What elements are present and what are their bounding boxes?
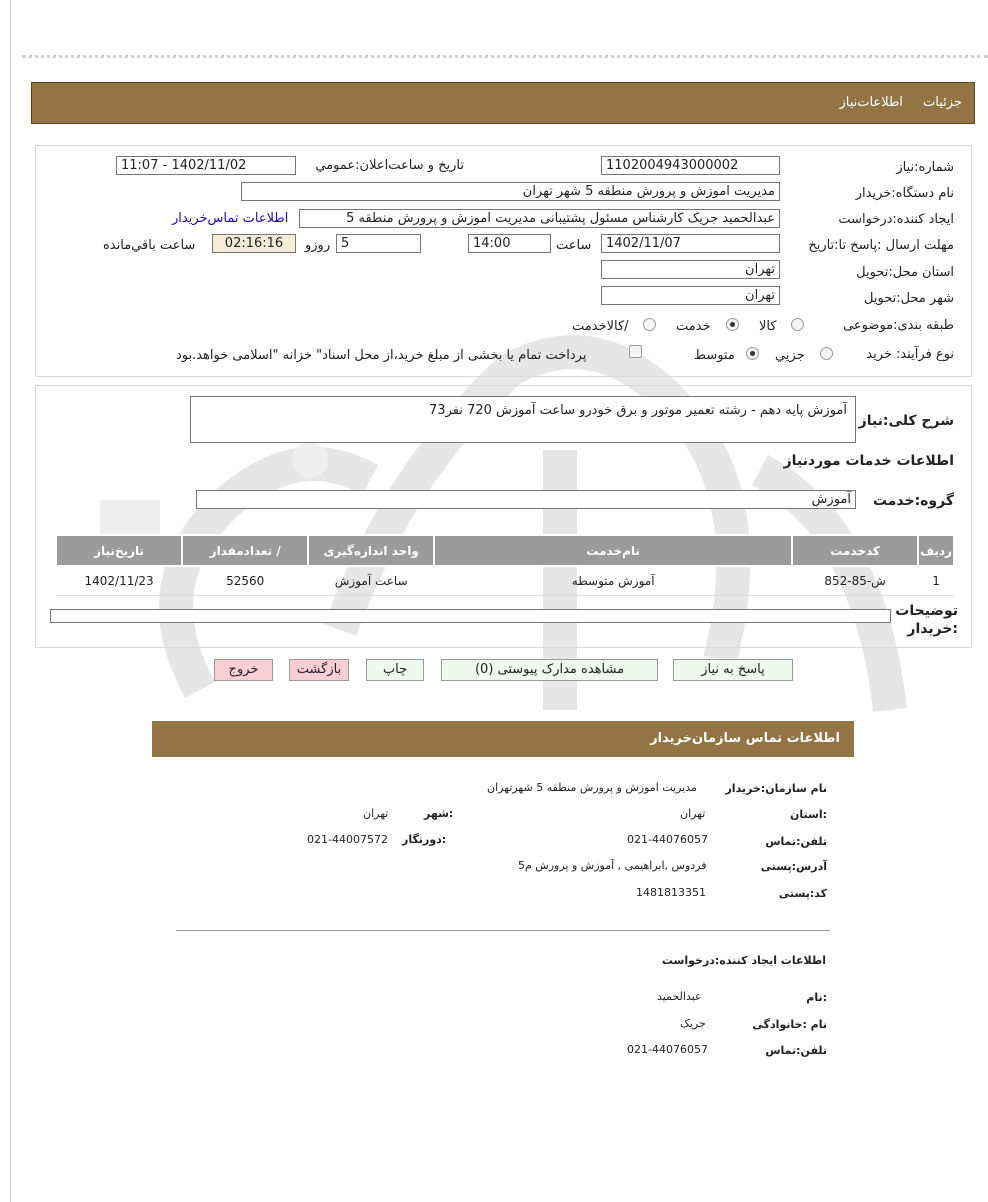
need-info-panel xyxy=(35,145,972,377)
province-field: تهران xyxy=(601,260,780,279)
cell-need-date: 1402/11/23 xyxy=(56,566,182,596)
process-medium-radio[interactable] xyxy=(746,347,759,360)
creator-name-label: :نام xyxy=(806,991,827,1004)
category-service-radio[interactable] xyxy=(726,318,739,331)
days-label: روزو xyxy=(305,238,331,253)
contact-divider xyxy=(176,930,830,931)
attachments-button[interactable]: مشاهده مدارک پیوستی (0) xyxy=(441,659,658,681)
reply-button[interactable]: پاسخ به نیاز xyxy=(673,659,793,681)
buyer-notes-field xyxy=(50,609,891,623)
service-group-field: آموزش xyxy=(196,490,856,509)
creator-family-value: جریک xyxy=(680,1017,706,1030)
category-label: طبقه بندی:موضوعی xyxy=(843,318,954,333)
services-title: اطلاعات خدمات موردنیاز xyxy=(783,453,954,469)
col-quantity: / تعدادمقدار xyxy=(182,535,308,566)
org-name-label: نام سازمان:خریدار xyxy=(725,782,827,795)
announce-date-field: 1402/11/02 - 11:07 xyxy=(116,156,296,175)
need-number-field: 1102004943000002 xyxy=(601,156,780,175)
page-header-bar xyxy=(31,82,975,124)
fax-label: :دورنگار xyxy=(402,833,447,846)
category-goods-service-radio[interactable] xyxy=(643,318,656,331)
category-goods-label: کالا xyxy=(759,319,777,334)
services-table xyxy=(55,534,955,596)
cell-row: 1 xyxy=(918,566,954,596)
process-medium-label: متوسط xyxy=(694,348,735,363)
service-group-label: گروه:خدمت xyxy=(872,493,954,509)
treasury-payment-checkbox[interactable] xyxy=(629,345,642,358)
deadline-hour-field: 14:00 xyxy=(468,234,551,253)
need-number-label: شماره:نیاز xyxy=(896,160,954,175)
creator-family-label: نام :خانوادگی xyxy=(752,1018,827,1031)
postal-code-value: 1481813351 xyxy=(636,886,706,899)
category-goods-radio[interactable] xyxy=(791,318,804,331)
process-type-label: نوع فرآیند: خرید xyxy=(866,347,954,362)
dotted-divider xyxy=(22,55,988,58)
contact-city-value: تهران xyxy=(363,807,389,820)
category-goods-service-label: /کالاخدمت xyxy=(572,319,629,334)
postal-code-label: کد:پستی xyxy=(778,887,827,900)
col-service-name: نام‌خدمت xyxy=(434,535,792,566)
exit-button[interactable]: خروج xyxy=(214,659,273,681)
days-field: 5 xyxy=(336,234,421,253)
tab-need-info[interactable]: اطلاعات‌نیاز xyxy=(839,95,903,110)
remaining-time-field: 02:16:16 xyxy=(212,234,296,253)
process-minor-label: جزيي xyxy=(775,348,805,363)
creator-name-value: عبدالحمید xyxy=(657,990,702,1003)
buyer-org-label: نام دستگاه:خریدار xyxy=(855,186,954,201)
col-service-code: کدخدمت xyxy=(792,535,918,566)
city-label: شهر محل:تحویل xyxy=(864,291,954,306)
buyer-contact-header: اطلاعات تماس سازمان‌خریدار xyxy=(152,721,854,757)
province-label: استان محل:تحویل xyxy=(856,265,954,280)
contact-province-label: :استان xyxy=(790,808,827,821)
contact-phone-label: تلفن:تماس xyxy=(765,835,827,848)
creator-info-title: اطلاعات ایجاد کننده:درخواست xyxy=(661,954,826,967)
buyer-org-field: مدیریت اموزش و پرورش منطقه 5 شهر تهران xyxy=(241,182,780,201)
city-field: تهران xyxy=(601,286,780,305)
summary-box xyxy=(190,396,856,443)
cell-unit: ساعت آموزش xyxy=(308,566,434,596)
buyer-notes-label: توضیحات :خریدار xyxy=(895,603,958,637)
org-name-value: مدیریت اموزش و پرورش منطقه 5 شهرتهران xyxy=(487,781,697,794)
contact-province-value: تهران xyxy=(680,807,706,820)
cell-service-name: آموزش متوسطه xyxy=(434,566,792,596)
treasury-payment-text: پرداخت تمام یا بخشی از مبلغ خرید،از محل اسناد" خزانه "اسلامی خواهد.بود xyxy=(176,348,587,363)
announce-date-label: تاریخ و ساعت‌اعلان:عمومي xyxy=(315,158,464,173)
contact-city-label: :شهر xyxy=(424,807,454,820)
col-unit: واحد اندازه‌گیری xyxy=(308,535,434,566)
address-label: آدرس:پستی xyxy=(760,860,827,873)
summary-label: شرح کلی:نیاز xyxy=(858,413,954,429)
col-need-date: تاریخ‌نیاز xyxy=(56,535,182,566)
creator-field: عبدالحمید جریک کارشناس مسئول پشتیبانی مدیریت اموزش و پرورش منطقه 5 xyxy=(299,209,780,228)
back-button[interactable]: بازگشت xyxy=(289,659,349,681)
table-row xyxy=(56,566,954,596)
cell-quantity: 52560 xyxy=(182,566,308,596)
contact-phone-value: 021-44076057 xyxy=(627,833,708,846)
print-button[interactable]: چاپ xyxy=(366,659,424,681)
page-left-border xyxy=(10,0,11,1202)
col-row: ردیف xyxy=(918,535,954,566)
deadline-label: مهلت ارسال :پاسخ تا:تاریخ xyxy=(808,238,954,253)
deadline-date-field: 1402/11/07 xyxy=(601,234,780,253)
creator-phone-value: 021-44076057 xyxy=(627,1043,708,1056)
tab-details[interactable]: جزئيات xyxy=(923,95,962,110)
category-service-label: خدمت xyxy=(676,319,711,334)
creator-label: ایجاد کننده:درخواست xyxy=(838,212,954,227)
process-minor-radio[interactable] xyxy=(820,347,833,360)
deadline-hour-label: ساعت xyxy=(556,238,592,253)
fax-value: 021-44007572 xyxy=(307,833,388,846)
buyer-contact-link[interactable]: اطلاعات تماس‌خریدار xyxy=(172,211,289,226)
cell-service-code: ش-85-852 xyxy=(792,566,918,596)
remaining-time-label: ساعت باقي‌مانده xyxy=(103,238,196,253)
summary-text: آموزش پایه دهم - رشته تعمیر موتور و برق خودرو ساعت آموزش 720 نفر73 xyxy=(429,403,847,418)
creator-phone-label: تلفن:تماس xyxy=(765,1044,827,1057)
address-value: فردوس ,ابراهیمی , آموزش و پرورش م5 xyxy=(518,859,707,872)
